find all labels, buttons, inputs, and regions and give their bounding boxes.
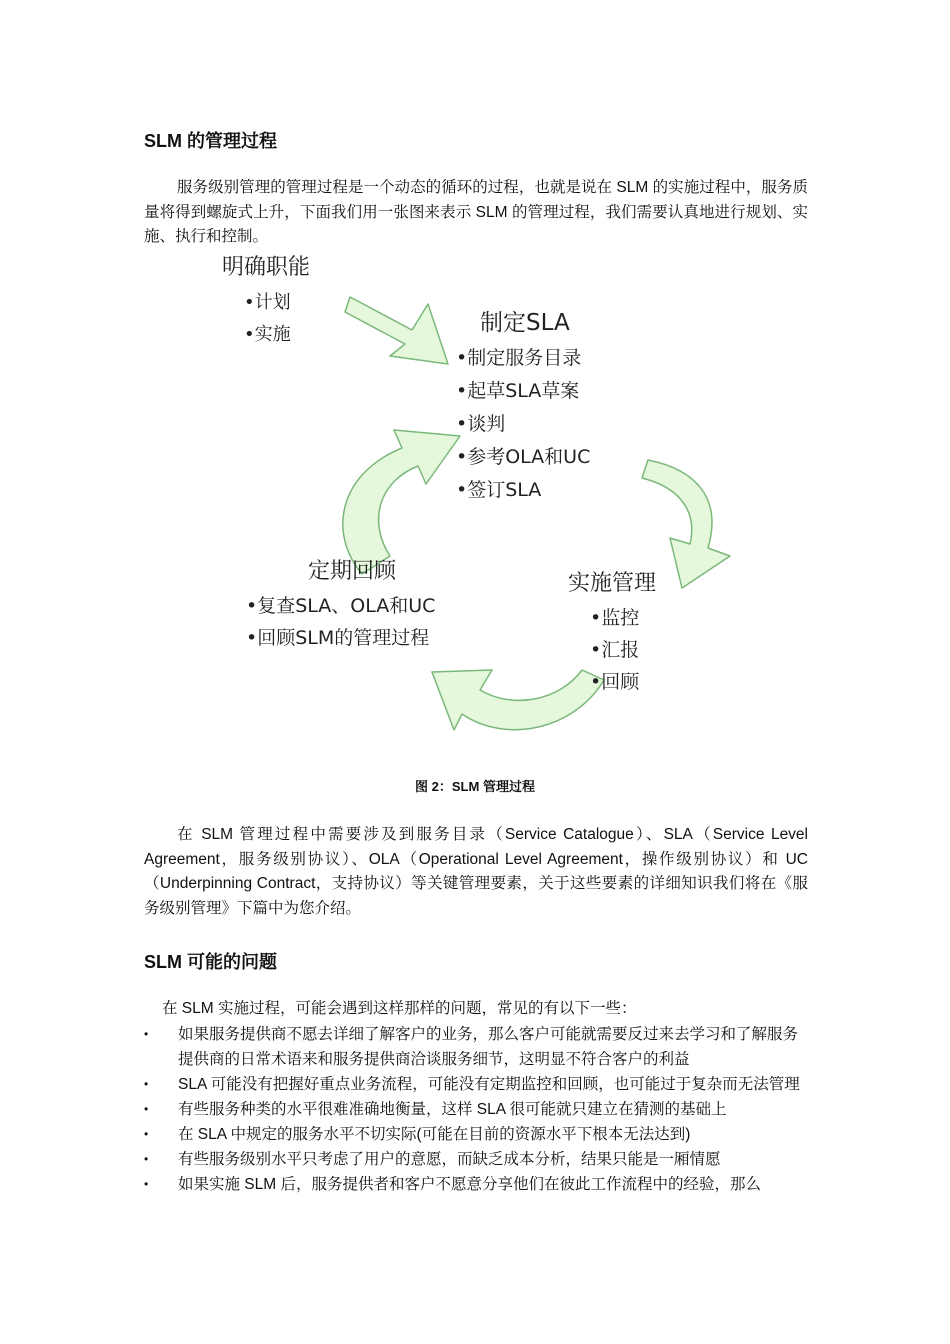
- stage3-title: 实施管理: [568, 571, 657, 596]
- stage4-item-2: •回顾SLM的管理过程: [246, 627, 430, 649]
- arrow-right-icon: [642, 460, 730, 588]
- list-item: • 有些服务种类的水平很难准确地衡量，这样 SLA 很可能就只建立在猜测的基础上: [144, 1097, 808, 1122]
- key-elements-paragraph: 在 SLM 管理过程中需要涉及到服务目录（Service Catalogue）、SLA（Service Level Agreement，服务级别协议）、OLA（Operational Level Agreement，操作级别协议）和 UC（Underpinning Contract，支持协议）等关键管理要素，关于这些要素的详细知识我们将在《服务级别管理》下篇中为您介绍。: [144, 826, 808, 917]
- stage3-item-3: •回顾: [590, 671, 640, 693]
- stage2-item-3: •谈判: [456, 413, 506, 435]
- bullet-icon: •: [144, 1127, 149, 1141]
- stage1-item-2: •实施: [244, 324, 291, 345]
- stage2-title: 制定SLA: [480, 310, 570, 336]
- slm-process-diagram: [150, 252, 800, 752]
- list-item: • SLA 可能没有把握好重点业务流程，可能没有定期监控和回顾，也可能过于复杂而无法管理: [144, 1072, 808, 1097]
- figure-caption: 图 2：SLM 管理过程: [415, 779, 535, 794]
- stage2-item-2: •起草SLA草案: [456, 380, 580, 402]
- diagram-svg: [150, 252, 800, 752]
- stage4-title: 定期回顾: [308, 559, 397, 584]
- stage1-title: 明确职能: [222, 255, 311, 280]
- intro-paragraph: 服务级别管理的管理过程是一个动态的循环的过程，也就是说在 SLM 的实施过程中，服务质量将得到螺旋式上升，下面我们用一张图来表示 SLM 的管理过程，我们需要认真地进行规划、实施、执行和控制。: [144, 179, 808, 245]
- bullet-icon: •: [144, 1152, 149, 1166]
- list-item: • 如果服务提供商不愿去详细了解客户的业务，那么客户可能就需要反过来去学习和了解服务提供商的日常术语来和服务提供商洽谈服务细节，这明显不符合客户的利益: [144, 1022, 808, 1072]
- bullet-icon: •: [144, 1177, 149, 1191]
- section-heading-slm-issues: SLM 可能的问题: [144, 952, 277, 972]
- section-heading-slm-process: SLM 的管理过程: [144, 131, 277, 151]
- bullet-icon: •: [144, 1027, 149, 1041]
- arrow-bottom-icon: [432, 670, 604, 730]
- arrow-top-icon: [345, 297, 448, 364]
- stage2-item-5: •签订SLA: [456, 479, 542, 501]
- bullet-icon: •: [144, 1102, 149, 1116]
- list-item: • 在 SLA 中规定的服务水平不切实际(可能在目前的资源水平下根本无法达到): [144, 1122, 808, 1147]
- stage1-item-1: •计划: [244, 292, 291, 313]
- list-item: • 如果实施 SLM 后，服务提供者和客户不愿意分享他们在彼此工作流程中的经验，那么: [144, 1172, 808, 1197]
- stage2-item-1: •制定服务目录: [456, 347, 582, 369]
- issues-intro: 在 SLM 实施过程，可能会遇到这样那样的问题，常见的有以下一些：: [162, 1000, 637, 1017]
- stage2-item-4: •参考OLA和UC: [456, 446, 591, 468]
- stage3-item-2: •汇报: [590, 639, 640, 661]
- arrow-left-icon: [343, 430, 460, 574]
- stage4-item-1: •复查SLA、OLA和UC: [246, 595, 436, 617]
- issues-list: [144, 1022, 808, 1197]
- bullet-icon: •: [144, 1077, 149, 1091]
- stage3-item-1: •监控: [590, 607, 640, 629]
- list-item: • 有些服务级别水平只考虑了用户的意愿，而缺乏成本分析，结果只能是一厢情愿: [144, 1147, 808, 1172]
